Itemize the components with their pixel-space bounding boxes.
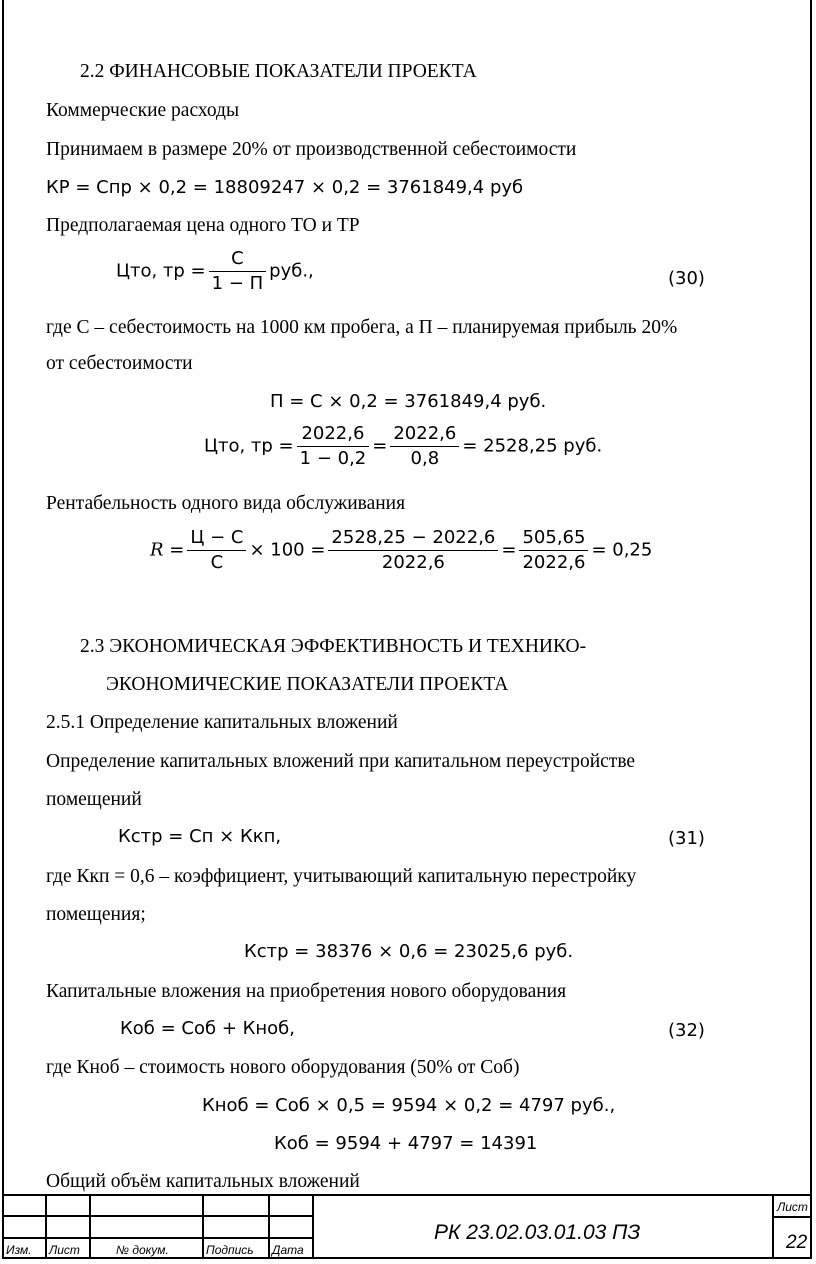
stamp-line	[2, 1215, 312, 1217]
paragraph: помещений	[46, 789, 142, 810]
numerator: Ц − С	[187, 529, 246, 551]
denominator: С	[210, 552, 224, 573]
equation-knob: Кноб = Соб × 0,5 = 9594 × 0,2 = 4797 руб.,	[202, 1095, 616, 1116]
equation-number-30: (30)	[668, 268, 705, 289]
numerator: 2022,6	[297, 425, 370, 447]
eq30-denominator: 1 − П	[211, 273, 264, 294]
eq-price-fraction-2	[390, 425, 459, 468]
eq30-rhs: руб.,	[269, 260, 314, 282]
paragraph: Капитальные вложения на приобретения нового оборудования	[46, 981, 567, 1002]
equation-kob: Коб = 9594 + 4797 = 14391	[274, 1133, 538, 1154]
stamp-label-izm: Изм.	[6, 1243, 32, 1257]
stamp-line	[202, 1194, 204, 1259]
eq30-lhs: Цто, тр =	[116, 260, 206, 282]
stamp-line	[89, 1194, 91, 1259]
numerator: 505,65	[519, 529, 588, 551]
eq-r-fraction-3	[519, 529, 588, 572]
equation-31: Кстр = Сп × Ккп,	[118, 826, 282, 847]
sheet-number: 22	[786, 1232, 808, 1253]
stamp-line	[268, 1194, 270, 1259]
equation-p: П = С × 0,2 = 3761849,4 руб.	[270, 391, 547, 412]
equation-kr: КР = Спр × 0,2 = 18809247 × 0,2 = 3761849,4 руб	[46, 177, 524, 198]
eq-r-mid: × 100 =	[249, 539, 326, 561]
eq-r-fraction-1	[187, 529, 246, 572]
paragraph: Общий объём капитальных вложений	[46, 1171, 360, 1192]
stamp-label-date: Дата	[272, 1243, 304, 1257]
equation-number-31: (31)	[668, 828, 705, 849]
stamp-line	[2, 1237, 312, 1239]
stamp-label-list: Лист	[49, 1243, 80, 1257]
stamp-line	[772, 1216, 810, 1218]
eq-r-lhs: R	[150, 539, 164, 561]
title-block	[2, 1194, 812, 1259]
paragraph: Рентабельность одного вида обслуживания	[46, 493, 406, 514]
section-heading-2-3: 2.3 ЭКОНОМИЧЕСКАЯ ЭФФЕКТИВНОСТЬ И ТЕХНИКО-	[80, 636, 587, 657]
equation-price: Цто, тр = $\frac{2022,6}{1 - 0,2}$ = $\frac{2022,6}{0,8}$ = 2528,25 руб.	[204, 423, 603, 469]
equation-30	[116, 250, 314, 293]
document-code: РК 23.02.03.01.03 ПЗ	[434, 1221, 641, 1244]
eq-price-lhs: Цто, тр =	[204, 435, 294, 457]
stamp-line	[45, 1194, 47, 1259]
numerator: 2022,6	[390, 425, 459, 447]
paragraph: где Кноб – стоимость нового оборудования (50% от Соб)	[46, 1057, 520, 1078]
denominator: 1 − 0,2	[299, 448, 367, 469]
paragraph: Коммерческие расходы	[46, 100, 240, 121]
stamp-line	[2, 1194, 810, 1196]
paragraph: помещения;	[46, 904, 146, 925]
eq-r-rhs: = 0,25	[591, 539, 653, 561]
section-heading-2-2: 2.2 ФИНАНСОВЫЕ ПОКАЗАТЕЛИ ПРОЕКТА	[80, 61, 477, 82]
paragraph: Принимаем в размере 20% от производственной себестоимости	[46, 139, 577, 160]
section-heading-2-3-cont: ЭКОНОМИЧЕСКИЕ ПОКАЗАТЕЛИ ПРОЕКТА	[106, 674, 509, 695]
equation-number-32: (32)	[668, 1020, 705, 1041]
eq-r-fraction-2	[328, 529, 498, 572]
paragraph: Определение капитальных вложений при капитальном переустройстве	[46, 751, 636, 772]
denominator: 2022,6	[522, 552, 586, 573]
paragraph: где Ккп = 0,6 – коэффициент, учитывающий капитальную перестройку	[46, 866, 637, 887]
eq-price-rhs: = 2528,25 руб.	[462, 435, 603, 457]
eq30-numerator: С	[209, 250, 267, 272]
stamp-line	[772, 1194, 774, 1259]
stamp-label-doc-no: № докум.	[116, 1243, 169, 1257]
numerator: 2528,25 − 2022,6	[328, 529, 498, 551]
stamp-label-sheet: Лист	[777, 1200, 808, 1214]
eq-price-fraction-1	[297, 425, 370, 468]
equation-profitability: R = $\frac{Ц - С}{С}$ × 100 = $\frac{2528,25 - 2022,6}{2022,6}$ = $\frac{505,65}{2022,6}$ = 0,25	[150, 527, 653, 573]
equation-kstr: Кстр = 38376 × 0,6 = 23025,6 руб.	[244, 941, 574, 962]
paragraph: от себестоимости	[46, 353, 193, 374]
subsection-heading: 2.5.1 Определение капитальных вложений	[46, 712, 398, 733]
stamp-label-sign: Подпись	[206, 1243, 254, 1257]
paragraph: где С – себестоимость на 1000 км пробега, а П – планируемая прибыль 20%	[46, 317, 678, 338]
stamp-line	[312, 1194, 314, 1259]
eq30-fraction	[209, 250, 267, 293]
equation-32: Коб = Соб + Кноб,	[120, 1018, 296, 1039]
paragraph: Предполагаемая цена одного ТО и ТР	[46, 215, 360, 236]
denominator: 0,8	[410, 448, 440, 469]
denominator: 2022,6	[381, 552, 445, 573]
